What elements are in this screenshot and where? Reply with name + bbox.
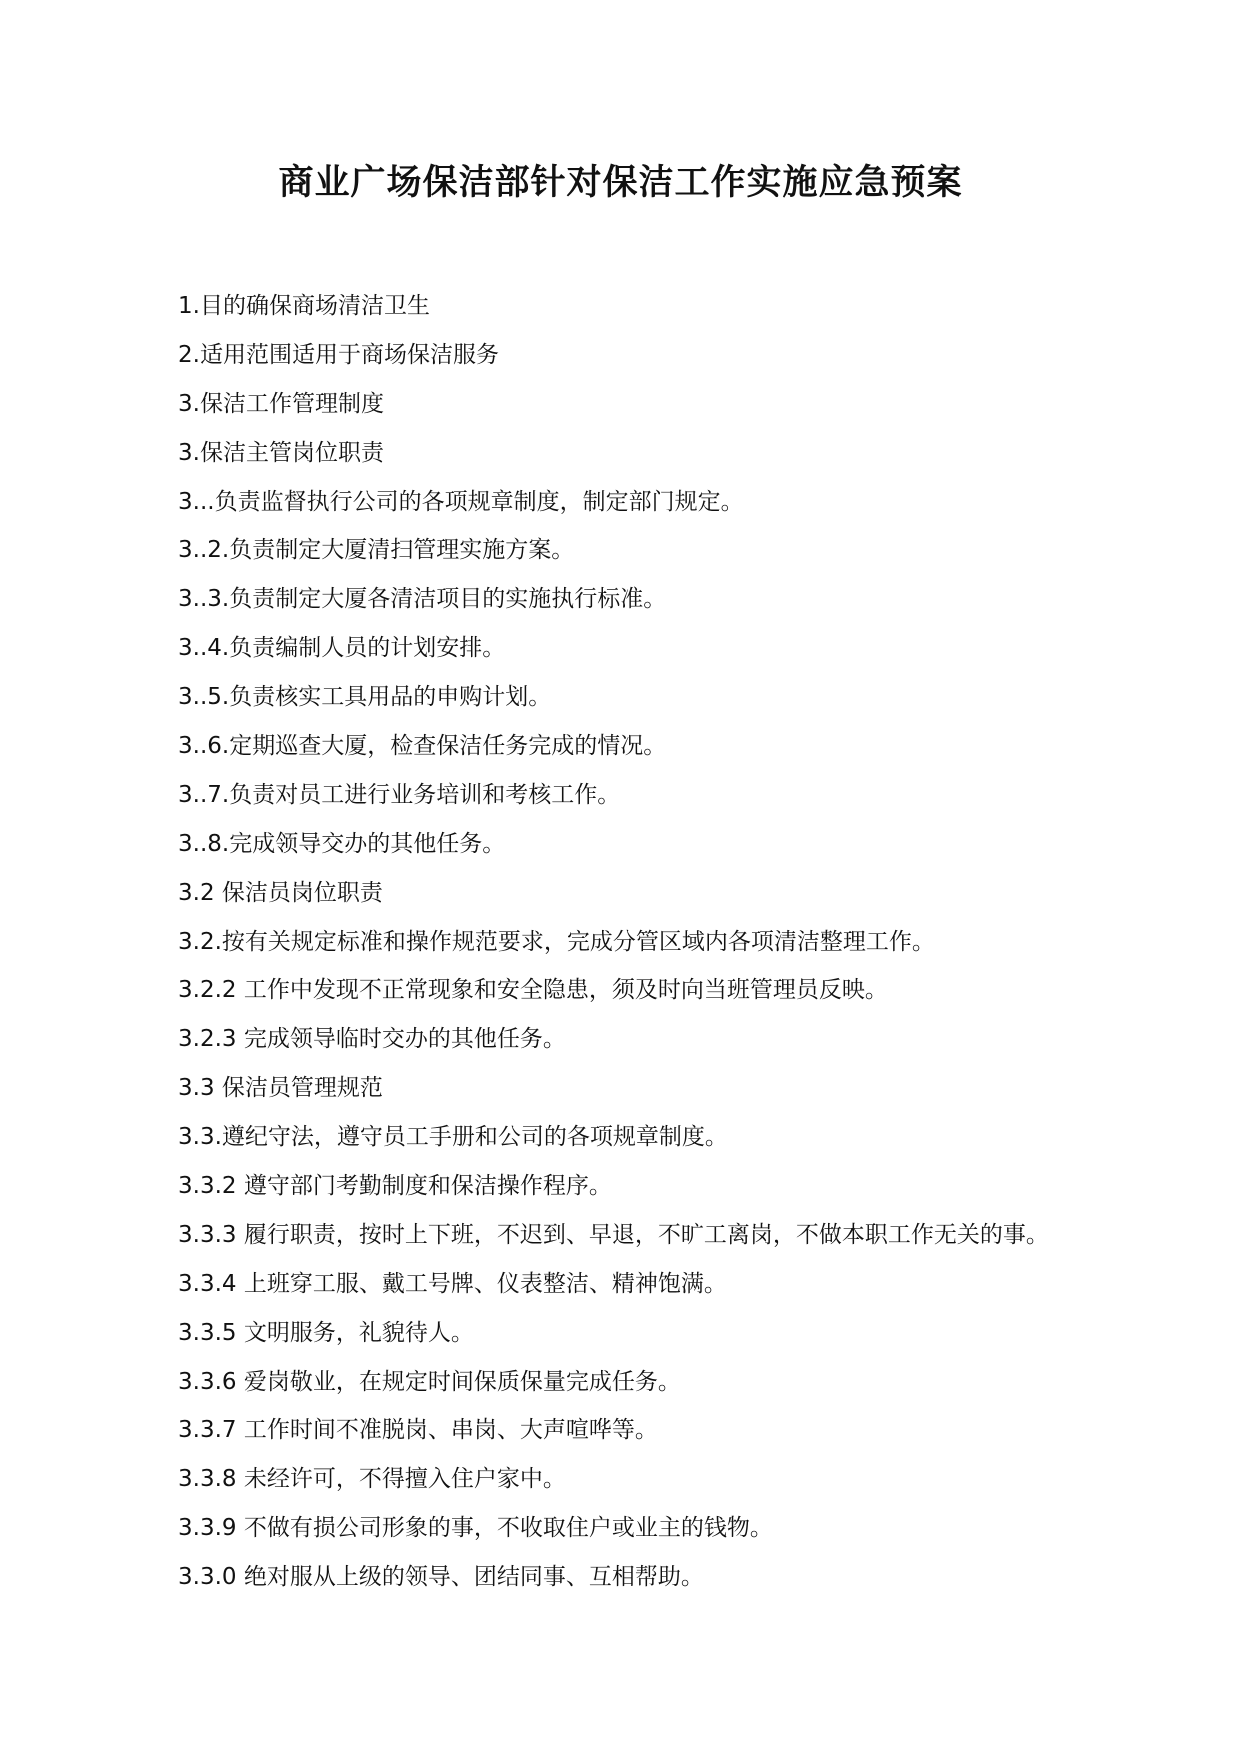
- text-line: 3.3.8 未经许可，不得擅入住户家中。: [178, 1466, 566, 1493]
- text-line: 3..3.负责制定大厦各清洁项目的实施执行标准。: [178, 586, 667, 613]
- text-line: 3..8.完成领导交办的其他任务。: [178, 830, 506, 857]
- text-line: 3.保洁主管岗位职责: [178, 439, 384, 466]
- text-line: 3.3 保洁员管理规范: [178, 1075, 383, 1102]
- document-title: 商业广场保洁部针对保洁工作实施应急预案: [278, 163, 963, 203]
- text-line: 3.3.0 绝对服从上级的领导、团结同事、互相帮助。: [178, 1564, 704, 1591]
- text-line: 3.3.6 爱岗敬业，在规定时间保质保量完成任务。: [178, 1368, 681, 1395]
- text-line: 3.3.9 不做有损公司形象的事，不收取住户或业主的钱物。: [178, 1515, 773, 1542]
- text-line: 3..4.负责编制人员的计划安排。: [178, 635, 506, 662]
- text-line: 3.3.3 履行职责，按时上下班，不迟到、早退，不旷工离岗，不做本职工作无关的事。: [178, 1221, 1049, 1248]
- text-line: 3.3.2 遵守部门考勤制度和保洁操作程序。: [178, 1173, 612, 1200]
- text-line: 3..6.定期巡查大厦，检查保洁任务完成的情况。: [178, 733, 667, 760]
- text-line: 3..5.负责核实工具用品的申购计划。: [178, 684, 552, 711]
- text-line: 3.2.按有关规定标准和操作规范要求，完成分管区域内各项清洁整理工作。: [178, 928, 935, 955]
- text-line: 3.保洁工作管理制度: [178, 390, 384, 417]
- text-line: 3.3.4 上班穿工服、戴工号牌、仪表整洁、精神饱满。: [178, 1270, 727, 1297]
- text-line: 3..2.负责制定大厦清扫管理实施方案。: [178, 537, 575, 564]
- document-body: [178, 286, 1188, 1606]
- text-line: 3...负责监督执行公司的各项规章制度，制定部门规定。: [178, 488, 744, 515]
- text-line: 3.2.3 完成领导临时交办的其他任务。: [178, 1026, 566, 1053]
- text-line: 1.目的确保商场清洁卫生: [178, 293, 430, 319]
- text-line: 3.3.5 文明服务，礼貌待人。: [178, 1319, 474, 1346]
- text-line: 3.2 保洁员岗位职责: [178, 879, 383, 906]
- text-line: 3.3.遵纪守法，遵守员工手册和公司的各项规章制度。: [178, 1124, 728, 1151]
- text-line: 3.2.2 工作中发现不正常现象和安全隐患，须及时向当班管理员反映。: [178, 977, 888, 1004]
- text-line: 3..7.负责对员工进行业务培训和考核工作。: [178, 781, 621, 808]
- text-line: 2.适用范围适用于商场保洁服务: [178, 341, 499, 368]
- text-line: 3.3.7 工作时间不准脱岗、串岗、大声喧哗等。: [178, 1417, 658, 1444]
